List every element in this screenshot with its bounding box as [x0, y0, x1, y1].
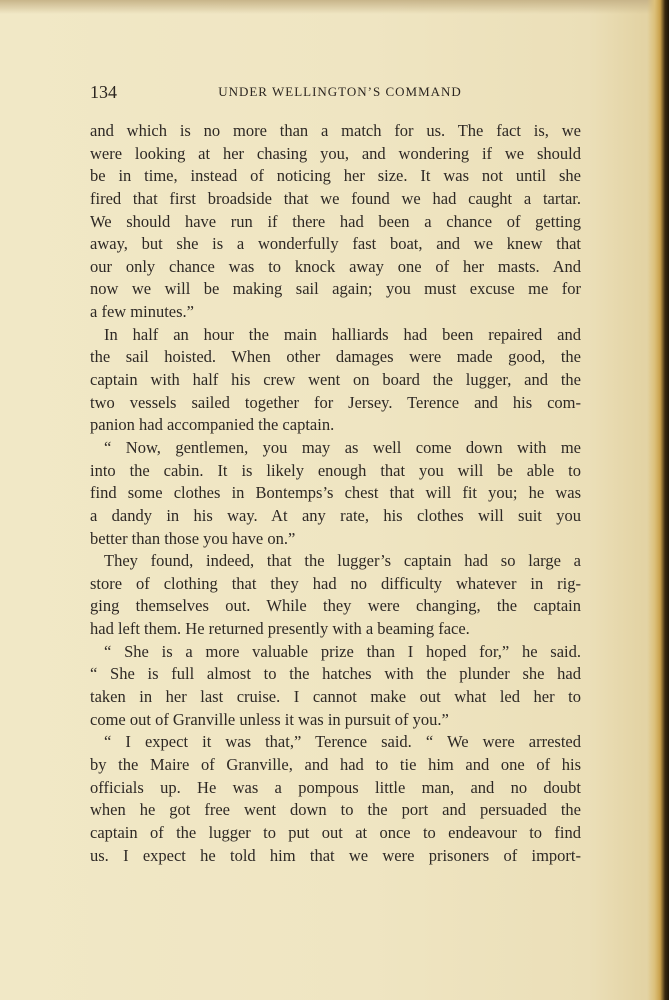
- text-line: come out of Granville unless it was in pursuit of you.”: [90, 709, 449, 729]
- text-line: had left them. He returned presently with a beaming face.: [90, 619, 470, 639]
- text-line: taken in her last cruise. I cannot make out what led her to: [90, 687, 581, 707]
- text-line: when he got free went down to the port and persuaded the: [90, 800, 581, 820]
- text-line: away, but she is a wonderfully fast boat, and we knew that: [90, 234, 581, 254]
- page-number: 134: [90, 82, 117, 102]
- text-line: ging themselves out. While they were changing, the captain: [90, 596, 581, 616]
- text-line: two vessels sailed together for Jersey. Terence and his com-: [90, 392, 581, 412]
- text-line: In half an hour the main halliards had been repaired and: [104, 324, 581, 344]
- text-line: officials up. He was a pompous little man, and no doubt: [90, 777, 581, 797]
- running-head: UNDER WELLINGTON’S COMMAND: [218, 84, 462, 99]
- text-line: us. I expect he told him that we were prisoners of import-: [90, 845, 581, 865]
- text-line: panion had accompanied the captain.: [90, 415, 335, 435]
- text-line: “ Now, gentlemen, you may as well come down with me: [104, 437, 581, 457]
- text-line: “ She is a more valuable prize than I hoped for,” he said.: [104, 641, 581, 661]
- text-line: better than those you have on.”: [90, 528, 296, 548]
- text-line: the sail hoisted. When other damages were made good, the: [90, 347, 581, 367]
- text-line: store of clothing that they had no difficulty whatever in rig-: [90, 573, 581, 593]
- text-line: a few minutes.”: [90, 302, 195, 322]
- text-line: now we will be making sail again; you must excuse me for: [90, 279, 581, 299]
- page-header: [90, 80, 590, 104]
- body-text: [90, 120, 581, 867]
- text-line: They found, indeed, that the lugger’s captain had so large a: [104, 551, 581, 571]
- text-line: and which is no more than a match for us. The fact is, we: [90, 121, 581, 140]
- text-line: “ She is full almost to the hatches with the plunder she had: [90, 664, 581, 684]
- text-line: “ I expect it was that,” Terence said. “ We were arrested: [104, 732, 581, 752]
- text-line: were looking at her chasing you, and wondering if we should: [90, 143, 581, 163]
- text-line: We should have run if there had been a chance of getting: [90, 211, 581, 231]
- text-line: by the Maire of Granville, and had to tie him and one of his: [90, 754, 581, 774]
- text-line: fired that first broadside that we found we had caught a tartar.: [90, 188, 581, 208]
- text-line: a dandy in his way. At any rate, his clothes will suit you: [90, 505, 581, 525]
- page-top-shadow: [0, 0, 669, 14]
- book-spine-shadow: [647, 0, 669, 1000]
- text-line: our only chance was to knock away one of her masts. And: [90, 256, 581, 276]
- text-line: be in time, instead of noticing her size. It was not until she: [90, 166, 581, 186]
- text-line: find some clothes in Bontemps’s chest that will fit you; he was: [90, 483, 581, 503]
- text-line: captain with half his crew went on board the lugger, and the: [90, 370, 581, 390]
- text-line: into the cabin. It is likely enough that you will be able to: [90, 460, 581, 480]
- text-line: captain of the lugger to put out at once to endeavour to find: [90, 822, 581, 842]
